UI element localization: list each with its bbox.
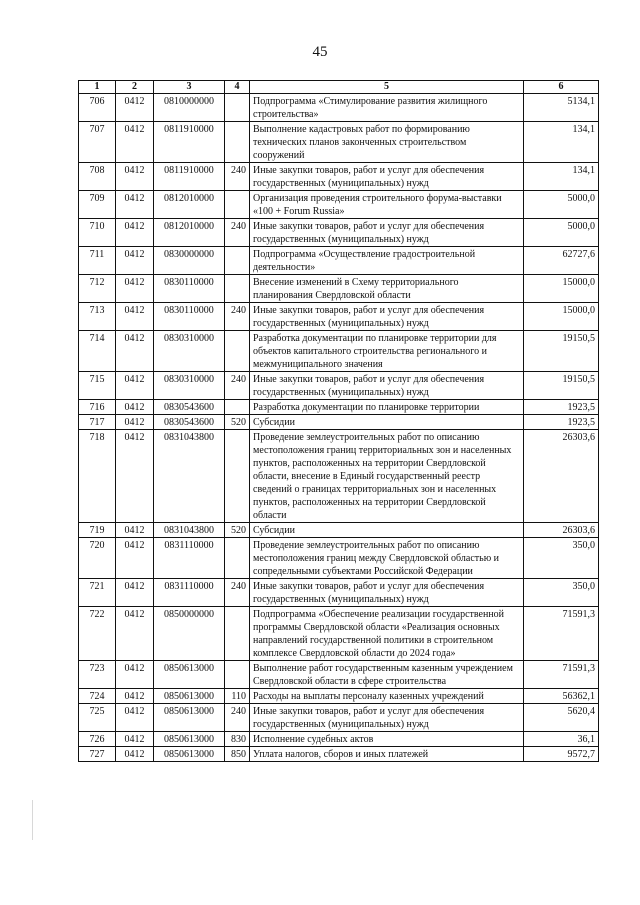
item-name: Иные закупки товаров, работ и услуг для обеспечения государственных (муниципальных) нужд <box>250 303 524 331</box>
item-name: Выполнение работ государственным казенным учреждением Свердловской области в сфере строительства <box>250 661 524 689</box>
amount: 62727,6 <box>524 247 599 275</box>
amount: 71591,3 <box>524 607 599 661</box>
expense-type <box>225 275 250 303</box>
item-name: Подпрограмма «Осуществление градостроительной деятельности» <box>250 247 524 275</box>
section-code: 0412 <box>116 94 154 122</box>
page-number: 45 <box>312 44 328 60</box>
row-number: 706 <box>79 94 116 122</box>
expense-type: 240 <box>225 163 250 191</box>
item-name: Проведение землеустроительных работ по описанию местоположения границ между Свердловской областью и сопредельными субъектами Российской Федерации <box>250 538 524 579</box>
target-code: 0811910000 <box>154 163 225 191</box>
row-number: 727 <box>79 747 116 762</box>
row-number: 717 <box>79 415 116 430</box>
row-number: 726 <box>79 732 116 747</box>
expense-type <box>225 247 250 275</box>
section-code: 0412 <box>116 331 154 372</box>
table-body <box>79 94 599 762</box>
row-number: 708 <box>79 163 116 191</box>
row-number: 715 <box>79 372 116 400</box>
table-row <box>79 219 599 247</box>
section-code: 0412 <box>116 538 154 579</box>
table-row <box>79 747 599 762</box>
amount: 350,0 <box>524 538 599 579</box>
expense-type: 110 <box>225 689 250 704</box>
target-code: 0831110000 <box>154 538 225 579</box>
expense-type <box>225 661 250 689</box>
table-row <box>79 331 599 372</box>
row-number: 707 <box>79 122 116 163</box>
amount: 15000,0 <box>524 275 599 303</box>
table-row <box>79 430 599 523</box>
table-row <box>79 607 599 661</box>
section-code: 0412 <box>116 704 154 732</box>
amount: 9572,7 <box>524 747 599 762</box>
table-row <box>79 538 599 579</box>
row-number: 714 <box>79 331 116 372</box>
target-code: 0812010000 <box>154 191 225 219</box>
amount: 56362,1 <box>524 689 599 704</box>
table-row <box>79 372 599 400</box>
amount: 1923,5 <box>524 415 599 430</box>
expense-type <box>225 430 250 523</box>
expense-type: 240 <box>225 303 250 331</box>
amount: 1923,5 <box>524 400 599 415</box>
target-code: 0812010000 <box>154 219 225 247</box>
row-number: 716 <box>79 400 116 415</box>
item-name: Разработка документации по планировке территории <box>250 400 524 415</box>
item-name: Уплата налогов, сборов и иных платежей <box>250 747 524 762</box>
table-row <box>79 732 599 747</box>
section-code: 0412 <box>116 607 154 661</box>
expense-type <box>225 331 250 372</box>
row-number: 722 <box>79 607 116 661</box>
expense-type: 830 <box>225 732 250 747</box>
expense-type <box>225 122 250 163</box>
row-number: 725 <box>79 704 116 732</box>
amount: 19150,5 <box>524 331 599 372</box>
margin-mark <box>32 800 33 840</box>
expense-type: 240 <box>225 579 250 607</box>
target-code: 0830310000 <box>154 372 225 400</box>
section-code: 0412 <box>116 247 154 275</box>
section-code: 0412 <box>116 747 154 762</box>
table-header-row <box>79 81 599 94</box>
target-code: 0850000000 <box>154 607 225 661</box>
table-row <box>79 415 599 430</box>
row-number: 712 <box>79 275 116 303</box>
section-code: 0412 <box>116 163 154 191</box>
section-code: 0412 <box>116 732 154 747</box>
amount: 5000,0 <box>524 191 599 219</box>
target-code: 0830543600 <box>154 400 225 415</box>
target-code: 0811910000 <box>154 122 225 163</box>
section-code: 0412 <box>116 275 154 303</box>
expense-type: 240 <box>225 372 250 400</box>
section-code: 0412 <box>116 400 154 415</box>
row-number: 709 <box>79 191 116 219</box>
table-row <box>79 303 599 331</box>
table-row <box>79 523 599 538</box>
row-number: 720 <box>79 538 116 579</box>
amount: 71591,3 <box>524 661 599 689</box>
item-name: Исполнение судебных актов <box>250 732 524 747</box>
item-name: Иные закупки товаров, работ и услуг для обеспечения государственных (муниципальных) нужд <box>250 372 524 400</box>
expense-type <box>225 538 250 579</box>
section-code: 0412 <box>116 372 154 400</box>
target-code: 0850613000 <box>154 689 225 704</box>
expense-type: 850 <box>225 747 250 762</box>
header-col-1: 1 <box>79 81 116 94</box>
amount: 15000,0 <box>524 303 599 331</box>
item-name: Организация проведения строительного форума-выставки «100 + Forum Russia» <box>250 191 524 219</box>
expense-type <box>225 94 250 122</box>
target-code: 0850613000 <box>154 704 225 732</box>
amount: 36,1 <box>524 732 599 747</box>
budget-table <box>78 80 599 762</box>
target-code: 0850613000 <box>154 747 225 762</box>
target-code: 0830543600 <box>154 415 225 430</box>
row-number: 724 <box>79 689 116 704</box>
amount: 5134,1 <box>524 94 599 122</box>
row-number: 710 <box>79 219 116 247</box>
target-code: 0810000000 <box>154 94 225 122</box>
expense-type: 240 <box>225 219 250 247</box>
expense-type <box>225 400 250 415</box>
target-code: 0850613000 <box>154 661 225 689</box>
section-code: 0412 <box>116 689 154 704</box>
table-row <box>79 704 599 732</box>
item-name: Выполнение кадастровых работ по формированию технических планов законченных строительством сооружений <box>250 122 524 163</box>
table-row <box>79 191 599 219</box>
section-code: 0412 <box>116 430 154 523</box>
amount: 350,0 <box>524 579 599 607</box>
item-name: Подпрограмма «Стимулирование развития жилищного строительства» <box>250 94 524 122</box>
item-name: Иные закупки товаров, работ и услуг для обеспечения государственных (муниципальных) нужд <box>250 219 524 247</box>
row-number: 718 <box>79 430 116 523</box>
target-code: 0830000000 <box>154 247 225 275</box>
header-col-5: 5 <box>250 81 524 94</box>
item-name: Иные закупки товаров, работ и услуг для обеспечения государственных (муниципальных) нужд <box>250 163 524 191</box>
section-code: 0412 <box>116 191 154 219</box>
section-code: 0412 <box>116 579 154 607</box>
table-row <box>79 689 599 704</box>
table-row <box>79 661 599 689</box>
amount: 19150,5 <box>524 372 599 400</box>
header-col-4: 4 <box>225 81 250 94</box>
item-name: Подпрограмма «Обеспечение реализации государственной программы Свердловской области «Реализация основных направлений государственной политики в строительном комплексе Свердловской области до 2024 года» <box>250 607 524 661</box>
row-number: 723 <box>79 661 116 689</box>
target-code: 0831110000 <box>154 579 225 607</box>
row-number: 711 <box>79 247 116 275</box>
section-code: 0412 <box>116 661 154 689</box>
header-col-3: 3 <box>154 81 225 94</box>
section-code: 0412 <box>116 303 154 331</box>
row-number: 713 <box>79 303 116 331</box>
target-code: 0831043800 <box>154 523 225 538</box>
amount: 26303,6 <box>524 430 599 523</box>
row-number: 721 <box>79 579 116 607</box>
table-row <box>79 94 599 122</box>
target-code: 0830110000 <box>154 303 225 331</box>
target-code: 0850613000 <box>154 732 225 747</box>
item-name: Иные закупки товаров, работ и услуг для обеспечения государственных (муниципальных) нужд <box>250 579 524 607</box>
header-col-6: 6 <box>524 81 599 94</box>
amount: 26303,6 <box>524 523 599 538</box>
target-code: 0831043800 <box>154 430 225 523</box>
table-row <box>79 400 599 415</box>
row-number: 719 <box>79 523 116 538</box>
expense-type <box>225 607 250 661</box>
section-code: 0412 <box>116 122 154 163</box>
item-name: Субсидии <box>250 415 524 430</box>
expense-type: 520 <box>225 523 250 538</box>
amount: 134,1 <box>524 163 599 191</box>
target-code: 0830310000 <box>154 331 225 372</box>
item-name: Субсидии <box>250 523 524 538</box>
item-name: Разработка документации по планировке территории для объектов капитального строительства регионального и межмуниципального значения <box>250 331 524 372</box>
table-row <box>79 163 599 191</box>
table-row <box>79 579 599 607</box>
expense-type: 240 <box>225 704 250 732</box>
expense-type: 520 <box>225 415 250 430</box>
item-name: Расходы на выплаты персоналу казенных учреждений <box>250 689 524 704</box>
amount: 134,1 <box>524 122 599 163</box>
item-name: Проведение землеустроительных работ по описанию местоположения границ территориальных зон и населенных пунктов, расположенных на территории Свердловской области, внесение в Единый государственный реестр сведений о границах территориальных зон и населенных пунктов, расположенных на территории Свердловской области <box>250 430 524 523</box>
table-row <box>79 247 599 275</box>
item-name: Внесение изменений в Схему территориального планирования Свердловской области <box>250 275 524 303</box>
table-row <box>79 122 599 163</box>
section-code: 0412 <box>116 523 154 538</box>
item-name: Иные закупки товаров, работ и услуг для обеспечения государственных (муниципальных) нужд <box>250 704 524 732</box>
target-code: 0830110000 <box>154 275 225 303</box>
table-row <box>79 275 599 303</box>
section-code: 0412 <box>116 219 154 247</box>
amount: 5620,4 <box>524 704 599 732</box>
section-code: 0412 <box>116 415 154 430</box>
expense-type <box>225 191 250 219</box>
amount: 5000,0 <box>524 219 599 247</box>
header-col-2: 2 <box>116 81 154 94</box>
